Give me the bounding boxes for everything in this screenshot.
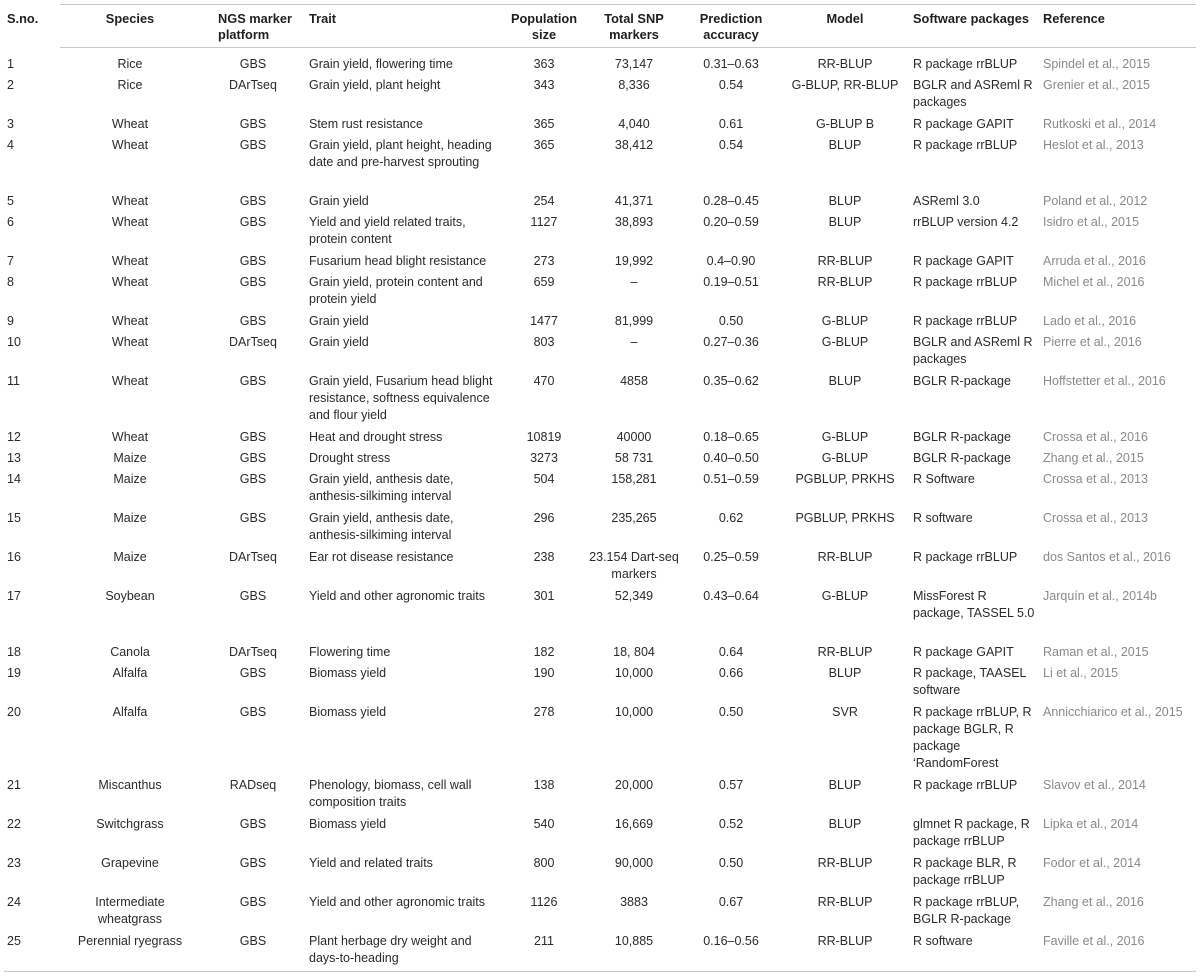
cell-population: 470 (533, 374, 555, 388)
cell-population: 182 (533, 645, 555, 659)
cell-model: BLUP (828, 138, 862, 152)
cell-snp: 18, 804 (613, 645, 655, 659)
cell-population: 659 (533, 275, 555, 289)
cell-model: G-BLUP (821, 335, 869, 349)
table-row (4, 213, 1196, 252)
table-row (4, 273, 1196, 312)
cell-species: Switchgrass (96, 817, 164, 831)
cell-reference: Raman et al., 2015 (1043, 645, 1149, 659)
cell-sno: 13 (7, 451, 21, 465)
cell-accuracy: 0.62 (718, 511, 744, 525)
cell-trait: Biomass yield (309, 705, 387, 719)
cell-population: 1126 (530, 895, 558, 909)
cell-trait: Plant herbage dry weight and days-to-heading (306, 932, 502, 972)
cell-platform: GBS (239, 117, 267, 131)
cell-snp: 4,040 (618, 117, 650, 131)
cell-reference: Spindel et al., 2015 (1043, 57, 1151, 71)
table-header (4, 5, 1196, 48)
cell-model: RR-BLUP (817, 275, 873, 289)
cell-accuracy: 0.16–0.56 (682, 932, 780, 972)
cell-reference: Faville et al., 2016 (1040, 932, 1196, 972)
cell-software: R package, TAASEL software (913, 666, 1027, 697)
cell-trait: Biomass yield (309, 666, 387, 680)
table-row (4, 136, 1196, 192)
table-row (4, 428, 1196, 449)
cell-reference: Lipka et al., 2014 (1043, 817, 1139, 831)
cell-accuracy: 0.27–0.36 (703, 335, 759, 349)
cell-reference: Poland et al., 2012 (1043, 194, 1148, 208)
cell-trait: Grain yield, plant height (309, 78, 441, 92)
cell-trait: Grain yield, flowering time (309, 57, 453, 71)
cell-species: Wheat (111, 335, 149, 349)
cell-trait: Grain yield (309, 194, 369, 208)
cell-species: Maize (113, 451, 147, 465)
cell-population: 254 (533, 194, 555, 208)
cell-software: BGLR R-package (913, 451, 1011, 465)
cell-accuracy: 0.67 (718, 895, 744, 909)
cell-population: 10819 (526, 430, 562, 444)
cell-software: R package GAPIT (913, 645, 1014, 659)
cell-accuracy: 0.50 (718, 314, 744, 328)
header-accuracy: Prediction accuracy (682, 5, 780, 48)
cell-trait: Fusarium head blight resistance (309, 254, 487, 268)
cell-snp: 4858 (620, 374, 648, 388)
header-software: Software packages (910, 5, 1040, 48)
cell-platform: GBS (239, 215, 267, 229)
cell-sno: 23 (7, 856, 21, 870)
cell-snp: 38,893 (614, 215, 654, 229)
cell-trait: Grain yield, protein content and protein yield (309, 275, 483, 306)
cell-model: RR-BLUP (817, 645, 873, 659)
cell-snp: 19,992 (614, 254, 654, 268)
cell-species: Wheat (111, 314, 149, 328)
cell-species: Alfalfa (112, 666, 148, 680)
cell-software: R package GAPIT (913, 254, 1014, 268)
cell-software: ASReml 3.0 (913, 194, 980, 208)
cell-reference: Crossa et al., 2013 (1043, 472, 1148, 486)
cell-model: BLUP (828, 194, 862, 208)
cell-platform: GBS (239, 472, 267, 486)
cell-accuracy: 0.18–0.65 (703, 430, 759, 444)
table-row (4, 115, 1196, 136)
cell-trait: Yield and related traits (309, 856, 433, 870)
cell-accuracy: 0.28–0.45 (703, 194, 759, 208)
cell-software: rrBLUP version 4.2 (913, 215, 1019, 229)
cell-accuracy: 0.4–0.90 (706, 254, 756, 268)
table-row (4, 776, 1196, 815)
table-row (4, 333, 1196, 372)
header-population: Population size (502, 5, 586, 48)
header-species: Species (60, 5, 200, 48)
cell-platform: GBS (239, 374, 267, 388)
cell-accuracy: 0.25–0.59 (703, 550, 759, 564)
cell-population: 363 (533, 57, 555, 71)
cell-trait: Stem rust resistance (309, 117, 423, 131)
cell-platform: GBS (239, 254, 267, 268)
cell-population: 803 (533, 335, 555, 349)
cell-accuracy: 0.51–0.59 (703, 472, 759, 486)
cell-reference: Zhang et al., 2015 (1043, 451, 1144, 465)
cell-reference: Isidro et al., 2015 (1043, 215, 1139, 229)
cell-sno: 21 (7, 778, 21, 792)
cell-snp: 10,000 (614, 666, 654, 680)
table-row (4, 312, 1196, 333)
header-snp: Total SNP markers (586, 5, 682, 48)
cell-species: Wheat (111, 194, 149, 208)
cell-model: BLUP (828, 778, 862, 792)
cell-sno: 20 (7, 705, 21, 719)
cell-sno: 19 (7, 666, 21, 680)
cell-software: R package rrBLUP (913, 275, 1018, 289)
genomic-selection-table (4, 4, 1196, 972)
cell-sno: 14 (7, 472, 21, 486)
cell-population: 301 (533, 589, 555, 603)
cell-population: 365 (533, 138, 555, 152)
table-row (4, 192, 1196, 213)
cell-species: Rice (117, 78, 143, 92)
header-model: Model (780, 5, 910, 48)
cell-snp: 20,000 (614, 778, 654, 792)
cell-model: PGBLUP, PRKHS (795, 472, 895, 486)
cell-sno: 10 (7, 335, 21, 349)
cell-snp: 41,371 (614, 194, 654, 208)
cell-trait: Flowering time (309, 645, 391, 659)
cell-snp: 16,669 (614, 817, 654, 831)
cell-species: Alfalfa (112, 705, 148, 719)
cell-platform: GBS (239, 451, 267, 465)
cell-snp: 3883 (620, 895, 648, 909)
cell-population: 238 (533, 550, 555, 564)
cell-accuracy: 0.35–0.62 (703, 374, 759, 388)
cell-snp: 38,412 (614, 138, 654, 152)
cell-model: RR-BLUP (780, 932, 910, 972)
cell-platform: GBS (239, 275, 267, 289)
cell-platform: RADseq (229, 778, 277, 792)
cell-sno: 11 (7, 374, 20, 388)
cell-platform: DArTseq (229, 550, 277, 564)
table-row (4, 548, 1196, 587)
cell-population: 1127 (530, 215, 558, 229)
cell-species: Wheat (111, 275, 149, 289)
cell-sno: 17 (7, 589, 21, 603)
cell-software: R package rrBLUP (913, 550, 1018, 564)
cell-model: BLUP (828, 215, 862, 229)
cell-model: G-BLUP (821, 589, 869, 603)
cell-model: PGBLUP, PRKHS (795, 511, 895, 525)
cell-platform: GBS (239, 666, 267, 680)
cell-model: SVR (832, 705, 858, 719)
cell-reference: Arruda et al., 2016 (1043, 254, 1146, 268)
table-row (4, 252, 1196, 273)
cell-software: R package rrBLUP, BGLR R-package (913, 895, 1020, 926)
cell-reference: Slavov et al., 2014 (1043, 778, 1146, 792)
cell-species: Maize (113, 550, 147, 564)
cell-trait: Yield and yield related traits, protein content (309, 215, 466, 246)
cell-reference: Rutkoski et al., 2014 (1043, 117, 1157, 131)
cell-snp: 40000 (616, 430, 652, 444)
cell-reference: Jarquín et al., 2014b (1043, 589, 1157, 603)
cell-population: 296 (533, 511, 555, 525)
cell-sno: 6 (7, 215, 14, 229)
cell-accuracy: 0.52 (718, 817, 744, 831)
cell-software: MissForest R package, TASSEL 5.0 (913, 589, 1035, 620)
header-platform: NGS marker platform (200, 5, 306, 48)
table-row (4, 470, 1196, 509)
cell-species: Wheat (111, 374, 149, 388)
cell-snp: – (630, 335, 638, 349)
cell-species: Miscanthus (98, 778, 162, 792)
table-row (4, 509, 1196, 548)
cell-accuracy: 0.20–0.59 (703, 215, 759, 229)
cell-population: 1477 (530, 314, 558, 328)
cell-platform: GBS (239, 856, 267, 870)
cell-sno: 22 (7, 817, 21, 831)
cell-reference: Heslot et al., 2013 (1043, 138, 1144, 152)
cell-software: R Software (913, 472, 975, 486)
cell-software: R package rrBLUP (913, 778, 1018, 792)
cell-snp: 81,999 (614, 314, 654, 328)
cell-accuracy: 0.66 (718, 666, 744, 680)
cell-sno: 8 (7, 275, 14, 289)
cell-reference: Grenier et al., 2015 (1043, 78, 1151, 92)
cell-reference: Hoffstetter et al., 2016 (1043, 374, 1166, 388)
table-row (4, 76, 1196, 115)
cell-platform: DArTseq (229, 78, 277, 92)
cell-population: 278 (533, 705, 555, 719)
cell-population: 540 (533, 817, 555, 831)
cell-reference: Crossa et al., 2016 (1043, 430, 1148, 444)
cell-platform: GBS (239, 589, 267, 603)
cell-accuracy: 0.43–0.64 (703, 589, 759, 603)
cell-software: BGLR R-package (913, 430, 1011, 444)
table-row (4, 449, 1196, 470)
cell-trait: Phenology, biomass, cell wall composition traits (309, 778, 472, 809)
cell-platform: GBS (239, 430, 267, 444)
cell-software: R package rrBLUP, R package BGLR, R package ‘RandomForest (913, 705, 1032, 770)
cell-trait: Grain yield (309, 314, 369, 328)
cell-platform: GBS (239, 511, 267, 525)
cell-trait: Ear rot disease resistance (309, 550, 454, 564)
cell-platform: GBS (239, 194, 267, 208)
cell-sno: 2 (7, 78, 14, 92)
cell-species: Perennial ryegrass (60, 932, 200, 972)
header-reference: Reference (1040, 5, 1196, 48)
cell-software: BGLR and ASReml R packages (913, 78, 1033, 109)
cell-species: Intermediate wheatgrass (95, 895, 165, 926)
cell-trait: Grain yield, plant height, heading date and pre-harvest sprouting (309, 138, 492, 169)
cell-species: Wheat (111, 430, 149, 444)
cell-model: RR-BLUP (817, 57, 873, 71)
table-row (4, 893, 1196, 932)
cell-species: Canola (110, 645, 150, 659)
cell-species: Maize (113, 472, 147, 486)
cell-species: Wheat (111, 117, 149, 131)
table-row (4, 587, 1196, 643)
cell-model: RR-BLUP (817, 254, 873, 268)
cell-software: R package rrBLUP (913, 138, 1018, 152)
cell-sno: 24 (7, 895, 21, 909)
cell-platform: GBS (239, 705, 267, 719)
cell-sno: 9 (7, 314, 14, 328)
cell-reference: Zhang et al., 2016 (1043, 895, 1144, 909)
cell-species: Wheat (111, 138, 149, 152)
cell-snp: 8,336 (618, 78, 650, 92)
cell-sno: 4 (7, 138, 14, 152)
cell-platform: GBS (239, 57, 267, 71)
cell-species: Soybean (105, 589, 155, 603)
cell-reference: Lado et al., 2016 (1043, 314, 1137, 328)
cell-model: RR-BLUP (817, 856, 873, 870)
cell-model: G-BLUP (821, 451, 869, 465)
cell-accuracy: 0.54 (718, 78, 744, 92)
cell-trait: Grain yield (309, 335, 369, 349)
cell-sno: 15 (7, 511, 21, 525)
cell-species: Maize (113, 511, 147, 525)
cell-sno: 18 (7, 645, 21, 659)
table-row (4, 703, 1196, 776)
cell-reference: Crossa et al., 2013 (1043, 511, 1148, 525)
cell-sno: 12 (7, 430, 21, 444)
table-row (4, 643, 1196, 664)
cell-snp: 73,147 (614, 57, 654, 71)
cell-trait: Grain yield, Fusarium head blight resistance, softness equivalence and flour yield (309, 374, 493, 422)
cell-population: 800 (533, 856, 555, 870)
cell-model: G-BLUP B (815, 117, 875, 131)
cell-platform: GBS (239, 895, 267, 909)
cell-species: Grapevine (101, 856, 159, 870)
cell-population: 343 (533, 78, 555, 92)
cell-platform: DArTseq (229, 645, 277, 659)
cell-sno: 1 (7, 56, 14, 71)
cell-software: R software (913, 511, 973, 525)
cell-accuracy: 0.50 (718, 705, 744, 719)
table-row (4, 932, 1196, 972)
cell-model: G-BLUP (821, 430, 869, 444)
header-sno: S.no. (7, 10, 39, 26)
cell-trait: Yield and other agronomic traits (309, 589, 486, 603)
cell-trait: Grain yield, anthesis date, anthesis-silkiming interval (309, 472, 454, 503)
cell-snp: 58 731 (614, 451, 654, 465)
cell-snp: 158,281 (611, 472, 657, 486)
cell-platform: GBS (239, 138, 267, 152)
cell-population: 3273 (530, 451, 558, 465)
cell-software: glmnet R package, R package rrBLUP (913, 817, 1030, 848)
cell-population: 211 (502, 932, 586, 972)
cell-snp: 52,349 (614, 589, 654, 603)
cell-software: BGLR R-package (913, 374, 1011, 388)
cell-sno: 3 (7, 117, 14, 131)
cell-reference: Annicchiarico et al., 2015 (1043, 705, 1183, 719)
cell-software: R package rrBLUP (913, 57, 1018, 71)
cell-sno: 16 (7, 550, 21, 564)
cell-model: BLUP (828, 666, 862, 680)
table-row (4, 48, 1196, 77)
cell-platform: GBS (239, 314, 267, 328)
cell-population: 273 (533, 254, 555, 268)
cell-population: 504 (533, 472, 555, 486)
cell-accuracy: 0.64 (718, 645, 744, 659)
cell-trait: Drought stress (309, 451, 391, 465)
table-row (4, 664, 1196, 703)
cell-model: BLUP (828, 817, 862, 831)
table-row (4, 815, 1196, 854)
header-row (4, 5, 1196, 48)
cell-population: 138 (533, 778, 555, 792)
cell-model: G-BLUP (821, 314, 869, 328)
cell-reference: Li et al., 2015 (1043, 666, 1119, 680)
cell-species: Wheat (111, 215, 149, 229)
cell-species: Wheat (111, 254, 149, 268)
cell-snp: 235,265 (611, 511, 657, 525)
table-row (4, 372, 1196, 428)
cell-software: R software (910, 932, 1040, 972)
cell-accuracy: 0.57 (718, 778, 744, 792)
cell-trait: Biomass yield (309, 817, 387, 831)
table-row (4, 854, 1196, 893)
cell-sno: 7 (7, 254, 14, 268)
cell-trait: Heat and drought stress (309, 430, 443, 444)
cell-software: BGLR and ASReml R packages (913, 335, 1033, 366)
cell-trait: Grain yield, anthesis date, anthesis-silkiming interval (309, 511, 454, 542)
cell-accuracy: 0.50 (718, 856, 744, 870)
cell-platform: GBS (200, 932, 306, 972)
cell-snp: 10,885 (586, 932, 682, 972)
cell-accuracy: 0.19–0.51 (703, 275, 759, 289)
cell-software: R package rrBLUP (913, 314, 1018, 328)
cell-reference: Pierre et al., 2016 (1043, 335, 1142, 349)
cell-accuracy: 0.61 (718, 117, 744, 131)
cell-platform: DArTseq (229, 335, 277, 349)
cell-reference: Michel et al., 2016 (1043, 275, 1145, 289)
cell-model: BLUP (828, 374, 862, 388)
cell-snp: 23.154 Dart-seq markers (589, 550, 679, 581)
cell-accuracy: 0.54 (718, 138, 744, 152)
cell-accuracy: 0.31–0.63 (703, 57, 759, 71)
cell-reference: Fodor et al., 2014 (1043, 856, 1141, 870)
cell-sno: 25 (4, 932, 60, 972)
cell-species: Rice (117, 57, 143, 71)
cell-model: G-BLUP, RR-BLUP (791, 78, 899, 92)
cell-trait: Yield and other agronomic traits (309, 895, 486, 909)
cell-population: 190 (533, 666, 555, 680)
cell-reference: dos Santos et al., 2016 (1043, 550, 1171, 564)
cell-population: 365 (533, 117, 555, 131)
header-trait: Trait (306, 5, 502, 48)
cell-software: R package BLR, R package rrBLUP (913, 856, 1017, 887)
cell-model: RR-BLUP (817, 895, 873, 909)
cell-snp: 10,000 (614, 705, 654, 719)
cell-snp: – (630, 275, 638, 289)
cell-snp: 90,000 (614, 856, 654, 870)
table-body (4, 48, 1196, 972)
cell-platform: GBS (239, 817, 267, 831)
cell-software: R package GAPIT (913, 117, 1014, 131)
cell-accuracy: 0.40–0.50 (703, 451, 759, 465)
cell-model: RR-BLUP (817, 550, 873, 564)
cell-sno: 5 (7, 194, 14, 208)
